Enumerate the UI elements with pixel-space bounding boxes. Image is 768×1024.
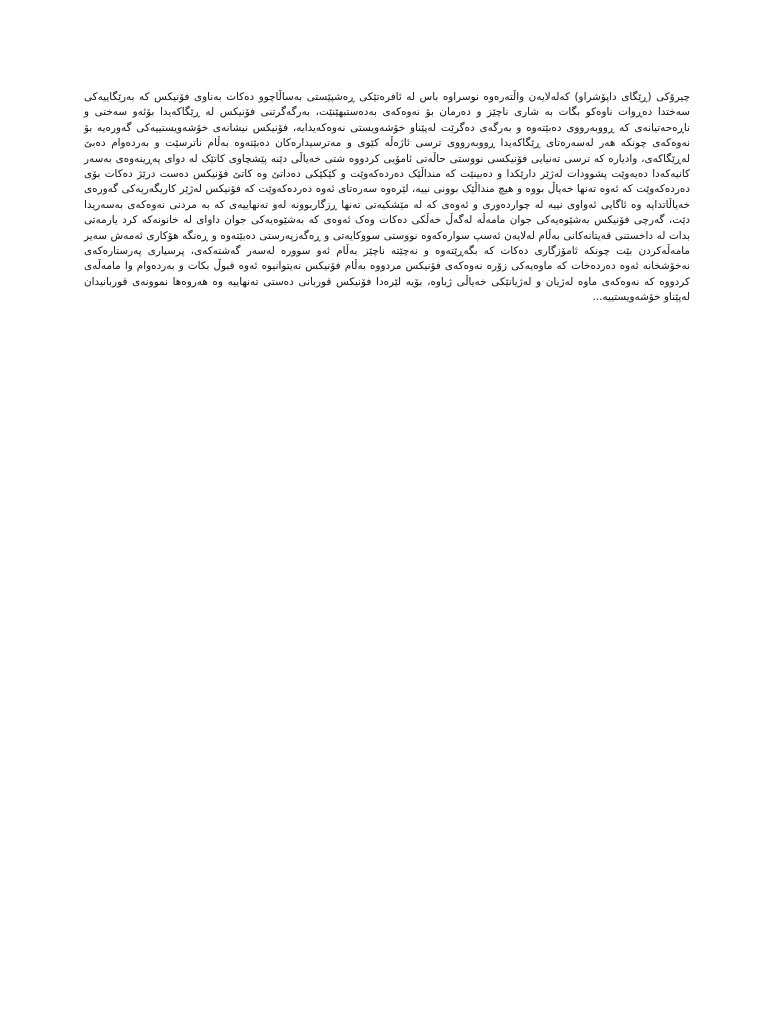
body-paragraph: چیرۆکی (ڕێگای داپۆشراو) کەلەلایەن واڵتەرەوە نوسراوە باس لە ئافرەتێکی ڕەشپێستی بەساڵاچوو دەکات بەناوی فۆنیکس کە بەرێگاییەکی سەختدا دەڕوات ناوەکو بگات بە شاری ناچێز و دەرمان بۆ نەوەکەی بەدەستبهێنێت، بەرگەگرتنی فۆنیکس لە ڕێگاکەیدا بۆئەو سەختی و ناڕەحەتیانەی کە ڕووبەرووی دەبێتەوە و بەرگەی دەگرێت لەپێناو خۆشەویستی نەوەکەیدایە، فۆنیکس نیشانەی خۆشەویستییەکی گەورەیە بۆ نەوەکەی چونکە هەر لەسەرەتای ڕێگاکەیدا ڕووبەرووی ترسی ئاژەڵە کێوی و مەترسیدارەکان دەبێتەوە بەڵام ناترسێت و بەردەوام دەبێ لەڕێگاکەی، وادیارە کە ترسی تەنیایی فۆنیکسی نووستی حاڵەتی ئامۆیی کردووە شتی خەیاڵی دێنە پێشچاوی کاتێک لە دوای پەڕینەوەی بەسەر کانیەکەدا دەیەوێت پشوودات لەژێر دارێکدا و دەبینێت کە منداڵێک دەردەکەوێت و کێکێکی دەداتێ وە کاتێ فۆنیکس دەست درێژ دەکات بۆی دەردەکەوێت کە ئەوە تەنها خەیاڵ بووە و هیچ منداڵێک بوونی نییە، لێرەوە سەرەتای ئەوە دەردەکەوێت کە فۆنیکس لەژێر کاریگەریەکی گەورەی خەیاڵاتدایە وە ئاگایی ئەواوی نییە لە چواردەوری و ئەوەی کە لە مێشکیەتی تەنها ڕزگاربوونە لەو تەنهاییەی کە بە مردنی نەوەکەی بەسەریدا دێت، گەرچی فۆنیکس بەشێوەیەکی جوان مامەڵە لەگەڵ خەڵکی دەکات وەک ئەوەی کە بەشێوەیەکی جوان داوای لە خانونەکە کرد یارمەتی بدات لە داخستنی قەیتانەکانی بەڵام لەلایەن ئەسپ سوارەکەوە نووستی سووکایەتی و ڕەگەزپەرستی دەبێتەوە و ڕەنگە هۆکاری ئەمەش سەیر مامەڵەکردن بێت چونکە ئامۆزگاری دەکات کە بگەڕێتەوە و نەچێتە ناچێز بەڵام ئەو سوورە لەسەر گەشتەکەی، پرسیاری پەرستارەکەی نەخۆشخانە ئەوە دەردەخات کە ماوەیەکی زۆرە نەوەکەی فۆنیکس مردووە بەڵام فۆنیکس نەیتوانیوە ئەوە قبوڵ بکات و بەردەوام وا مامەڵەی کردووە کە نەوەکەی ماوە لەژیان و لەژیانێکی خەیاڵی ژیاوە، بۆیە لێرەدا فۆنیکس قوربانی دەستی تەنهاییە وە هەروەها نموونەی قوربانیدان لەپێناو خۆشەویستییە... [84, 91, 690, 304]
